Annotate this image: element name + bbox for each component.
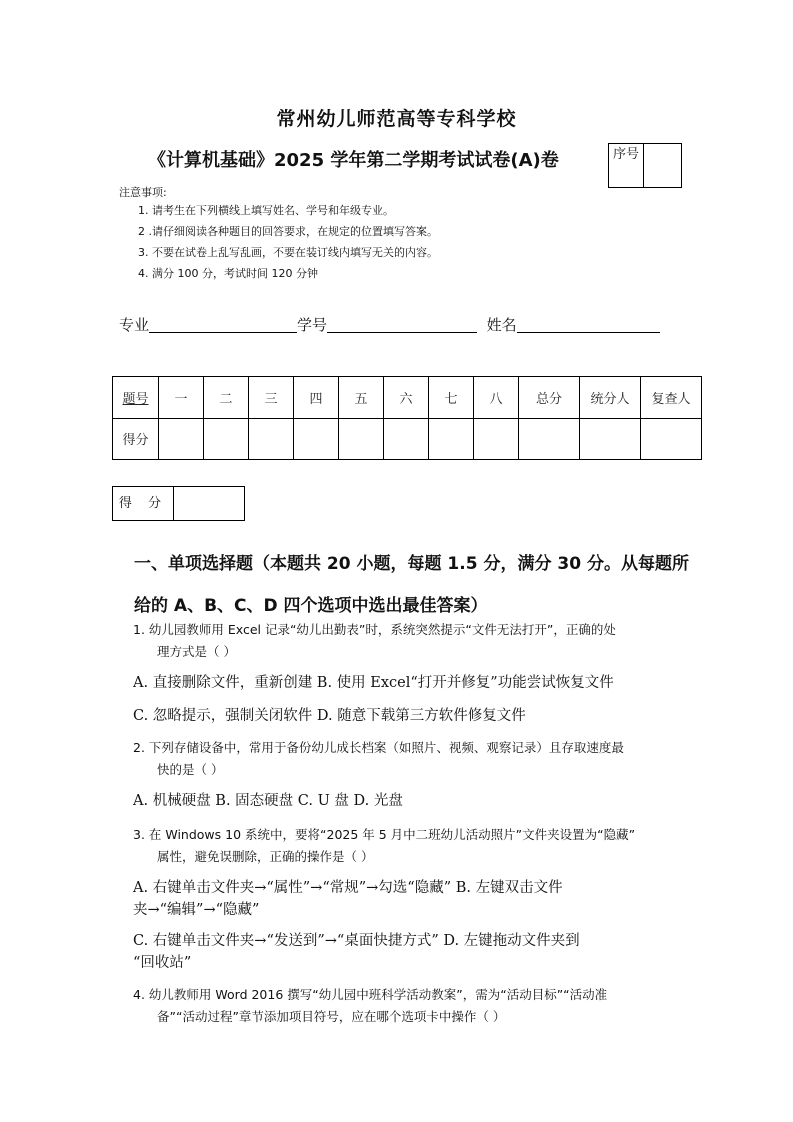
score-cell[interactable] <box>429 418 474 460</box>
score-cell[interactable] <box>384 418 429 460</box>
score-cell[interactable] <box>339 418 384 460</box>
score-cell[interactable] <box>519 418 580 460</box>
score-cell[interactable] <box>474 418 519 460</box>
question-1-options-cd: C. 忽略提示，强制关闭软件 D. 随意下载第三方软件修复文件 <box>133 708 526 724</box>
header-cell: 三 <box>249 377 294 419</box>
question-4-stem <box>133 984 688 1028</box>
question-stem-line: 快的是（ ） <box>157 762 224 777</box>
header-cell: 一 <box>159 377 204 419</box>
score-cell[interactable] <box>641 418 702 460</box>
row-label: 得分 <box>113 418 159 460</box>
section-score-label: 得 分 <box>113 487 174 520</box>
notice-item: 4. 满分 100 分，考试时间 120 分钟 <box>138 267 318 280</box>
major-field[interactable] <box>149 316 297 333</box>
question-3-options-c-cont: “回收站” <box>133 955 192 971</box>
sequence-field[interactable] <box>644 144 681 187</box>
question-1-options-ab: A. 直接删除文件，重新创建 B. 使用 Excel“打开并修复”功能尝试恢复文件 <box>133 675 614 691</box>
question-3-options-c: C. 右键单击文件夹→“发送到”→“桌面快捷方式” D. 左键拖动文件夹到 <box>133 933 580 949</box>
question-stem-line: 备”“活动过程”章节添加项目符号，应在哪个选项卡中操作（ ） <box>157 1009 506 1024</box>
question-stem-line: 理方式是（ ） <box>157 644 236 659</box>
header-cell: 五 <box>339 377 384 419</box>
section-score-box <box>112 486 245 521</box>
question-stem-line: 属性，避免误删除，正确的操作是（ ） <box>157 849 374 864</box>
school-name: 常州幼儿师范高等专科学校 <box>276 108 517 130</box>
question-stem-line: 2. 下列存储设备中，常用于备份幼儿成长档案（如照片、视频、观察记录）且存取速度最 <box>133 740 624 755</box>
header-cell: 四 <box>294 377 339 419</box>
header-cell: 题号 <box>113 377 159 419</box>
student-info-line <box>119 314 660 335</box>
question-2-options: A. 机械硬盘 B. 固态硬盘 C. U 盘 D. 光盘 <box>133 793 403 809</box>
major-label: 专业 <box>119 316 150 334</box>
question-stem-line: 3. 在 Windows 10 系统中，要将“2025 年 5 月中二班幼儿活动照片”文件夹设置为“隐藏” <box>133 827 636 842</box>
question-stem-line: 4. 幼儿教师用 Word 2016 撰写“幼儿园中班科学活动教案”，需为“活动目标”“活动准 <box>133 987 608 1002</box>
sequence-number-box <box>608 143 682 188</box>
notice-title: 注意事项: <box>119 186 167 199</box>
notice-item: 3. 不要在试卷上乱写乱画，不要在装订线内填写无关的内容。 <box>138 246 438 259</box>
question-3-stem <box>133 824 688 868</box>
question-stem-line: 1. 幼儿园教师用 Excel 记录“幼儿出勤表”时，系统突然提示“文件无法打开”，正确的处 <box>133 622 616 637</box>
sequence-label: 序号 <box>609 144 644 187</box>
notice-item: 1. 请考生在下列横线上填写姓名、学号和年级专业。 <box>138 204 394 217</box>
name-field[interactable] <box>517 316 660 333</box>
header-cell: 八 <box>474 377 519 419</box>
header-cell: 统分人 <box>580 377 641 419</box>
student-id-field[interactable] <box>327 316 477 333</box>
header-cell: 复查人 <box>641 377 702 419</box>
section-score-field[interactable] <box>174 487 244 520</box>
score-table-header-row <box>113 377 702 419</box>
score-cell[interactable] <box>159 418 204 460</box>
question-3-options-a: A. 右键单击文件夹→“属性”→“常规”→勾选“隐藏” B. 左键双击文件 <box>133 880 563 896</box>
question-2-stem <box>133 737 688 781</box>
exam-title: 《计算机基础》2025 学年第二学期考试试卷(A)卷 <box>148 150 559 171</box>
score-cell[interactable] <box>580 418 641 460</box>
score-cell[interactable] <box>249 418 294 460</box>
question-1-stem <box>133 619 688 663</box>
score-cell[interactable] <box>294 418 339 460</box>
header-cell: 六 <box>384 377 429 419</box>
section-heading: 一、单项选择题（本题共 20 小题，每题 1.5 分，满分 30 分。从每题所给的 A、B、C、D 四个选项中选出最佳答案） <box>134 554 689 616</box>
score-table <box>112 376 702 460</box>
notice-list <box>138 204 438 288</box>
student-id-label: 学号 <box>297 316 328 334</box>
question-3-options-a-cont: 夹→“编辑”→“隐藏” <box>133 902 260 918</box>
name-label: 姓名 <box>486 316 517 334</box>
header-cell: 二 <box>204 377 249 419</box>
score-cell[interactable] <box>204 418 249 460</box>
header-cell: 总分 <box>519 377 580 419</box>
score-table-score-row <box>113 418 702 460</box>
notice-item: 2 .请仔细阅读各种题目的回答要求，在规定的位置填写答案。 <box>138 225 438 238</box>
header-cell: 七 <box>429 377 474 419</box>
